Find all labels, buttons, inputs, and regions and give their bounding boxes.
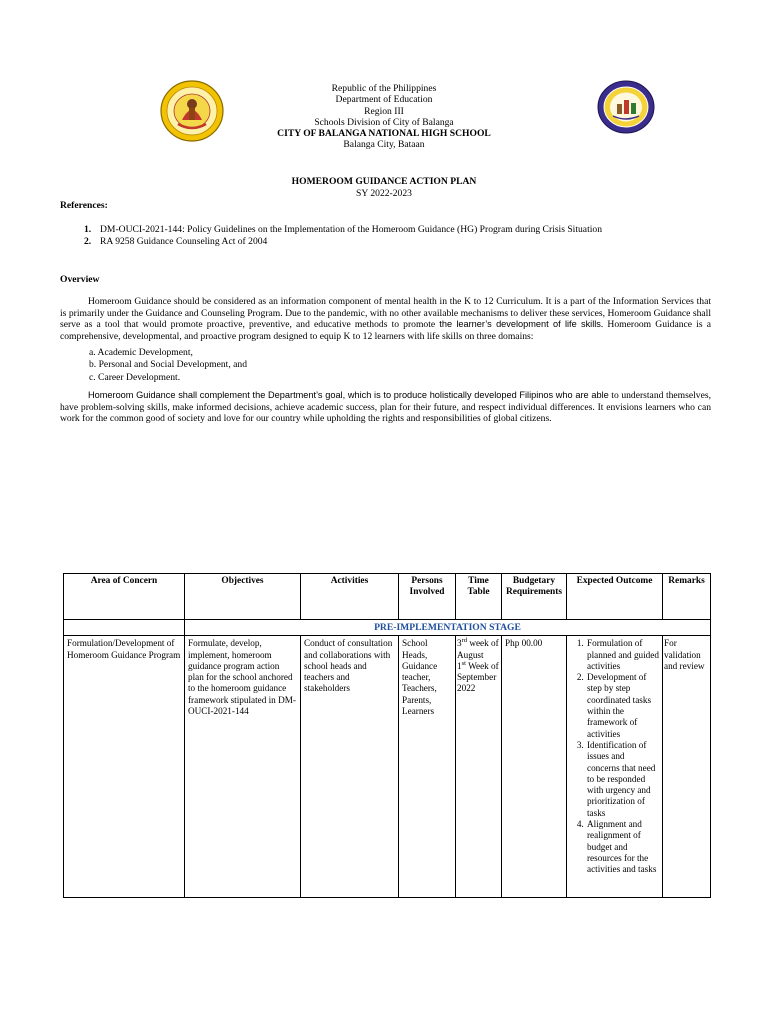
- column-header: Activities: [301, 574, 399, 620]
- header-line: Schools Division of City of Balanga: [314, 116, 454, 128]
- time-value: week of August: [457, 638, 499, 660]
- reference-text: DM-OUCI-2021-144: Policy Guidelines on the Implementation of the Homeroom Guidance (HG) Program during Crisis Situation: [100, 224, 602, 235]
- table-row: [64, 636, 711, 898]
- expected-outcome-cell: [567, 636, 663, 898]
- table-header-row: [64, 574, 711, 620]
- overview-text: Homeroom Guidance should be considered as an information component of mental health in the K to 12 Curriculum. It is a part of the Information Services that is primarily under the Guidance and Counseling Program. Due to the pandemic, with no other available mechanisms to deliver these services, Homeroom Guidance shall serve as a tool that would promote proactive, preventive, and educative methods to promote: [60, 296, 711, 331]
- overview-label: Overview: [60, 274, 100, 285]
- column-header: Area of Concern: [64, 574, 185, 620]
- column-header: Time Table: [456, 574, 502, 620]
- overview-paragraph-2: [60, 390, 711, 425]
- column-header: Persons Involved: [399, 574, 456, 620]
- persons-involved-cell: School Heads, Guidance teacher, Teachers, Parents, Learners: [399, 636, 456, 898]
- domain-item: b. Personal and Social Development, and: [89, 359, 247, 371]
- overview-text: to understand themselves, have problem-solving skills, make informed decisions, achieve academic success, plan for their future, and respect individual differences. It envisions learners who can work for the common good of society and love for our country while upholding the rights and responsibilities of global citizens.: [60, 390, 711, 425]
- reference-number: 1.: [84, 224, 92, 235]
- outcome-item: 1. Formulation of planned and guided activities: [586, 638, 659, 672]
- school-year: SY 2022-2023: [356, 187, 412, 199]
- time-value: 1: [457, 660, 462, 671]
- outcome-item: 2. Development of step by step coordinated tasks within the framework of activities: [586, 672, 659, 740]
- domain-item: c. Career Development.: [89, 371, 181, 383]
- column-header: Objectives: [185, 574, 301, 620]
- references-list: [84, 224, 602, 248]
- time-suffix: rd: [461, 637, 468, 645]
- outcome-item: 4. Alignment and realignment of budget and resources for the activities and tasks: [586, 819, 659, 875]
- stage-label: PRE-IMPLEMENTATION STAGE: [185, 620, 711, 636]
- overview-text-emphasis: the learner’s development of life skills: [439, 319, 601, 330]
- time-value: 3: [457, 638, 462, 649]
- time-table-cell: [456, 636, 502, 898]
- overview-text: . Homeroom Guidance is a comprehensive, developmental, and proactive program designed to equip K to 12 learners with life skills on three domains:: [60, 319, 711, 342]
- header-line: Region III: [364, 105, 404, 117]
- column-header: Budgetary Requirements: [502, 574, 567, 620]
- header-line: Republic of the Philippines: [331, 83, 437, 94]
- references-label: References:: [60, 200, 108, 211]
- reference-number: 2.: [84, 235, 92, 247]
- objectives-cell: Formulate, develop, implement, homeroom guidance program action plan for the school anchored to the homeroom guidance framework stipulated in DM-OUCI-2021-144: [185, 636, 301, 898]
- school-address: Balanga City, Bataan: [343, 139, 425, 151]
- plan-title: HOMEROOM GUIDANCE ACTION PLAN: [291, 176, 477, 187]
- outcome-item: 3. Identification of issues and concerns that need to be responded with urgency and prioritization of tasks: [586, 740, 659, 819]
- time-suffix: st: [461, 659, 466, 667]
- header-line: Department of Education: [335, 94, 433, 106]
- time-value: Week of September 2022: [457, 660, 499, 694]
- stage-row: [64, 620, 711, 636]
- reference-item: [84, 236, 602, 248]
- budget-cell: Php 00.00: [502, 636, 567, 898]
- school-name: CITY OF BALANGA NATIONAL HIGH SCHOOL: [277, 128, 491, 140]
- area-of-concern-cell: Formulation/Development of Homeroom Guidance Program: [64, 636, 185, 898]
- domains-list: [89, 347, 247, 384]
- column-header: Remarks: [663, 574, 711, 620]
- document-header: [0, 83, 768, 151]
- document-title: [0, 176, 768, 199]
- action-plan-table: [63, 573, 711, 898]
- domain-item: a. Academic Development,: [89, 347, 193, 358]
- overview-paragraph-1: [60, 296, 711, 342]
- remarks-cell: For validation and review: [663, 636, 711, 898]
- reference-text: RA 9258 Guidance Counseling Act of 2004: [100, 235, 268, 247]
- activities-cell: Conduct of consultation and collaborations with school heads and teachers and stakeholders: [301, 636, 399, 898]
- outcomes-list: [570, 638, 659, 875]
- overview-text-emphasis: Homeroom Guidance shall complement the Department’s goal, which is to produce holistically developed Filipinos who are able: [88, 390, 609, 400]
- reference-item: [84, 224, 602, 236]
- column-header: Expected Outcome: [567, 574, 663, 620]
